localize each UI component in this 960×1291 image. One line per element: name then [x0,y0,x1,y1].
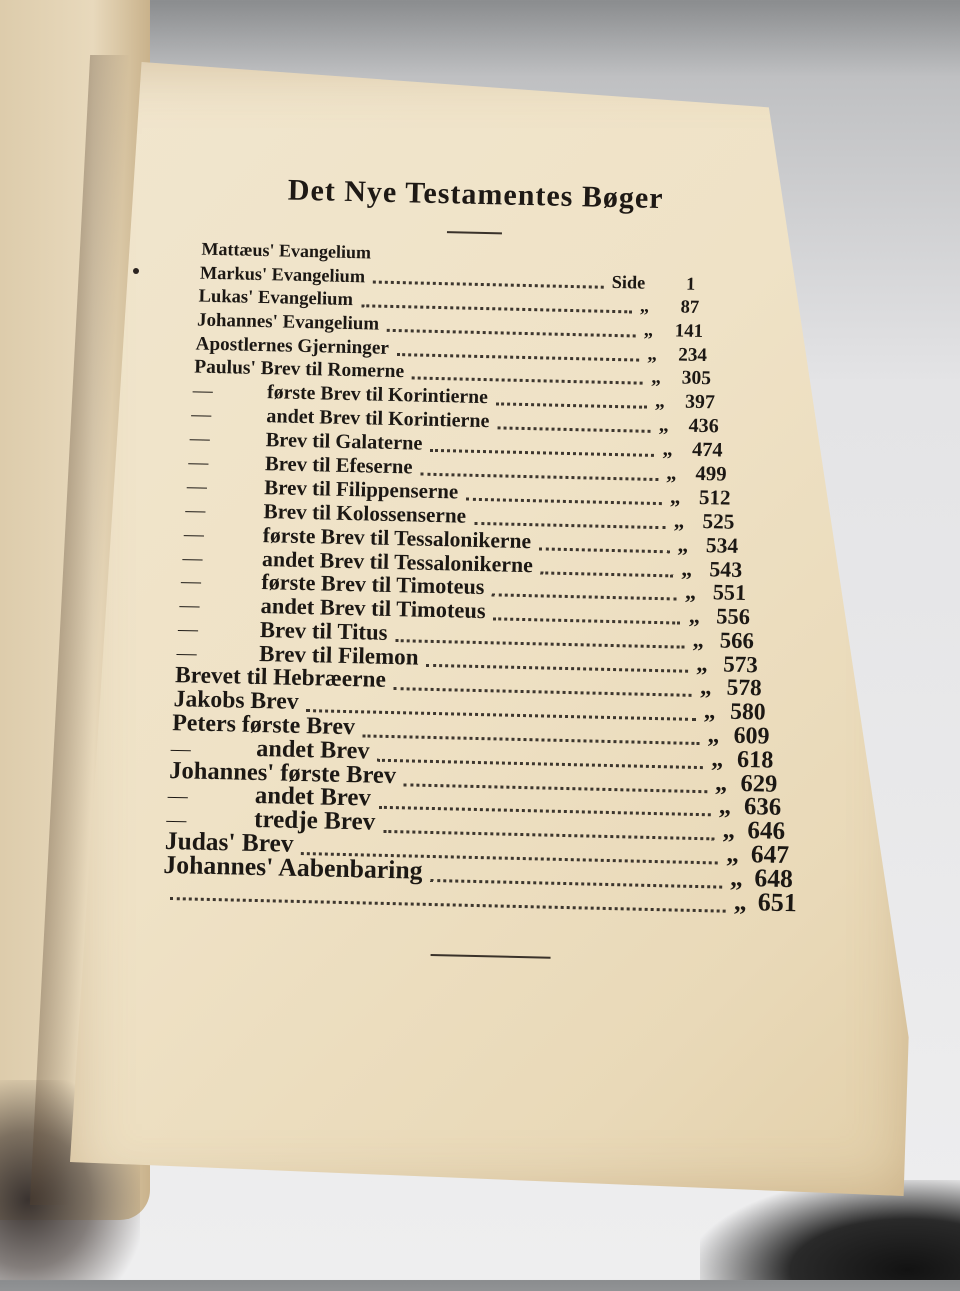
ditto-mark: „ [699,674,712,701]
leader-dots [492,576,677,601]
indent-dash: — [170,737,191,761]
leader-dots [466,480,662,505]
ditto-mark: „ [714,768,728,797]
page-number: 436 [688,414,719,438]
entry-title: Brev til Filippenserne [264,474,459,504]
page-number: 499 [695,462,727,486]
page-number: 580 [729,698,766,726]
indent-dash: — [188,451,209,474]
indent-dash: — [185,499,206,522]
leader-dots [420,455,658,481]
page-number: 397 [684,390,716,414]
ink-mark [133,268,139,274]
leader-dots [387,310,636,337]
ditto-mark: „ [718,792,732,821]
ditto-mark: „ [647,343,658,365]
entry-title: andet Brev til Korintierne [266,405,490,433]
ditto-mark: „ [703,697,716,725]
ditto-mark: „ [654,390,666,413]
page-number: 1 [685,273,696,294]
entry-title: første Brev til Tessalonikerne [262,522,532,553]
page-number: 543 [709,556,743,582]
entry-title: Brevet til Hebræerne [174,662,387,693]
page-number: 556 [716,603,751,630]
entry-title: Lukas' Evangelium [198,285,354,310]
entry-title: Judas' Brev [164,827,294,859]
ditto-mark: „ [729,862,744,893]
ditto-mark: „ [677,532,689,557]
indent-dash: — [182,546,203,570]
page-number: 551 [712,579,747,606]
indent-dash: — [186,475,208,498]
entry-title: andet Brev til Tessalonikerne [261,546,534,577]
indent-dash: — [179,594,200,617]
indent-dash: — [183,522,205,546]
page-number: 234 [678,343,708,366]
page-number: 618 [736,745,774,774]
entry-title: Apostlernes Gjerninger [195,333,390,359]
ditto-mark: „ [662,438,673,461]
ditto-mark: „ [639,295,650,317]
page-number: 474 [691,438,723,462]
indent-dash: — [176,642,197,665]
ditto-mark: „ [711,744,724,773]
entry-title: Peters første Brev [171,709,356,740]
ditto-mark: „ [673,508,685,533]
ditto-mark: „ [726,839,740,869]
entry-title: Markus' Evangelium [199,262,366,287]
leader-dots [373,262,604,288]
ditto-mark: „ [658,414,669,437]
ditto-mark: „ [733,886,748,917]
entry-title: Jakobs Brev [173,685,299,715]
leader-dots [497,409,651,433]
ditto-mark: Side [611,271,646,293]
indent-dash: — [189,427,211,450]
entry-title: andet Brev [256,734,370,765]
leader-dots [541,553,674,577]
ditto-mark: „ [684,579,697,605]
ditto-mark: „ [692,627,705,653]
entry-title: Mattæus' Evangelium [201,238,372,263]
leader-dots [474,504,666,529]
page-number: 141 [674,320,704,342]
leader-dots [496,385,647,409]
page-number: 512 [698,484,731,510]
leader-dots [539,529,670,553]
ditto-mark: „ [680,556,693,581]
page-number: 629 [740,769,778,798]
entry-title: første Brev til Timoteus [261,569,485,600]
indent-dash: — [191,403,212,427]
page-number: 87 [680,296,700,318]
entry-title: Johannes' Evangelium [196,309,380,335]
page-number: 525 [702,508,735,534]
leader-dots [397,335,640,361]
entry-title: Johannes' første Brev [169,756,397,789]
page-number: 647 [750,840,790,870]
page-number: 305 [681,367,712,390]
ditto-mark: „ [650,367,662,389]
page-number: 609 [733,722,770,750]
ditto-mark: „ [688,603,701,629]
page-number: 648 [754,863,794,894]
page-number: 636 [743,793,782,822]
page-number: 646 [747,817,786,846]
entry-title: andet Brev [254,782,372,813]
leader-dots [430,431,654,457]
ditto-mark: „ [669,484,681,509]
ditto-mark: „ [665,462,677,485]
entry-title: Johannes' Aabenbaring [163,850,423,885]
entry-title: tredje Brev [253,806,376,837]
indent-dash: — [177,618,199,641]
page-title: Det Nye Testamentes Bøger [287,173,664,216]
page-number: 566 [719,627,755,654]
indent-dash: — [167,785,189,808]
entry-title: første Brev til Korintierne [266,381,489,409]
leader-dots [412,359,644,385]
indent-dash: — [192,379,213,403]
entry-title: Paulus' Brev til Romerne [193,356,405,383]
entry-title: Brev til Titus [259,617,388,646]
indent-dash: — [180,570,202,594]
entry-title: Brev til Efeserne [264,453,413,479]
entry-title: andet Brev til Timoteus [260,593,486,624]
ditto-mark: „ [695,650,709,677]
ditto-mark: „ [722,816,736,845]
entry-title: Brev til Kolossenserne [263,498,467,528]
page-number: 578 [726,674,762,702]
page-number: 534 [705,532,739,558]
page-number: 573 [722,650,759,678]
ditto-mark: „ [643,319,654,341]
page-number: 651 [757,887,798,918]
entry-title: Brev til Galaterne [265,429,423,455]
entry-title: Brev til Filemon [258,640,419,670]
leader-dots [493,600,681,625]
ditto-mark: „ [707,721,720,749]
indent-dash: — [166,809,187,832]
